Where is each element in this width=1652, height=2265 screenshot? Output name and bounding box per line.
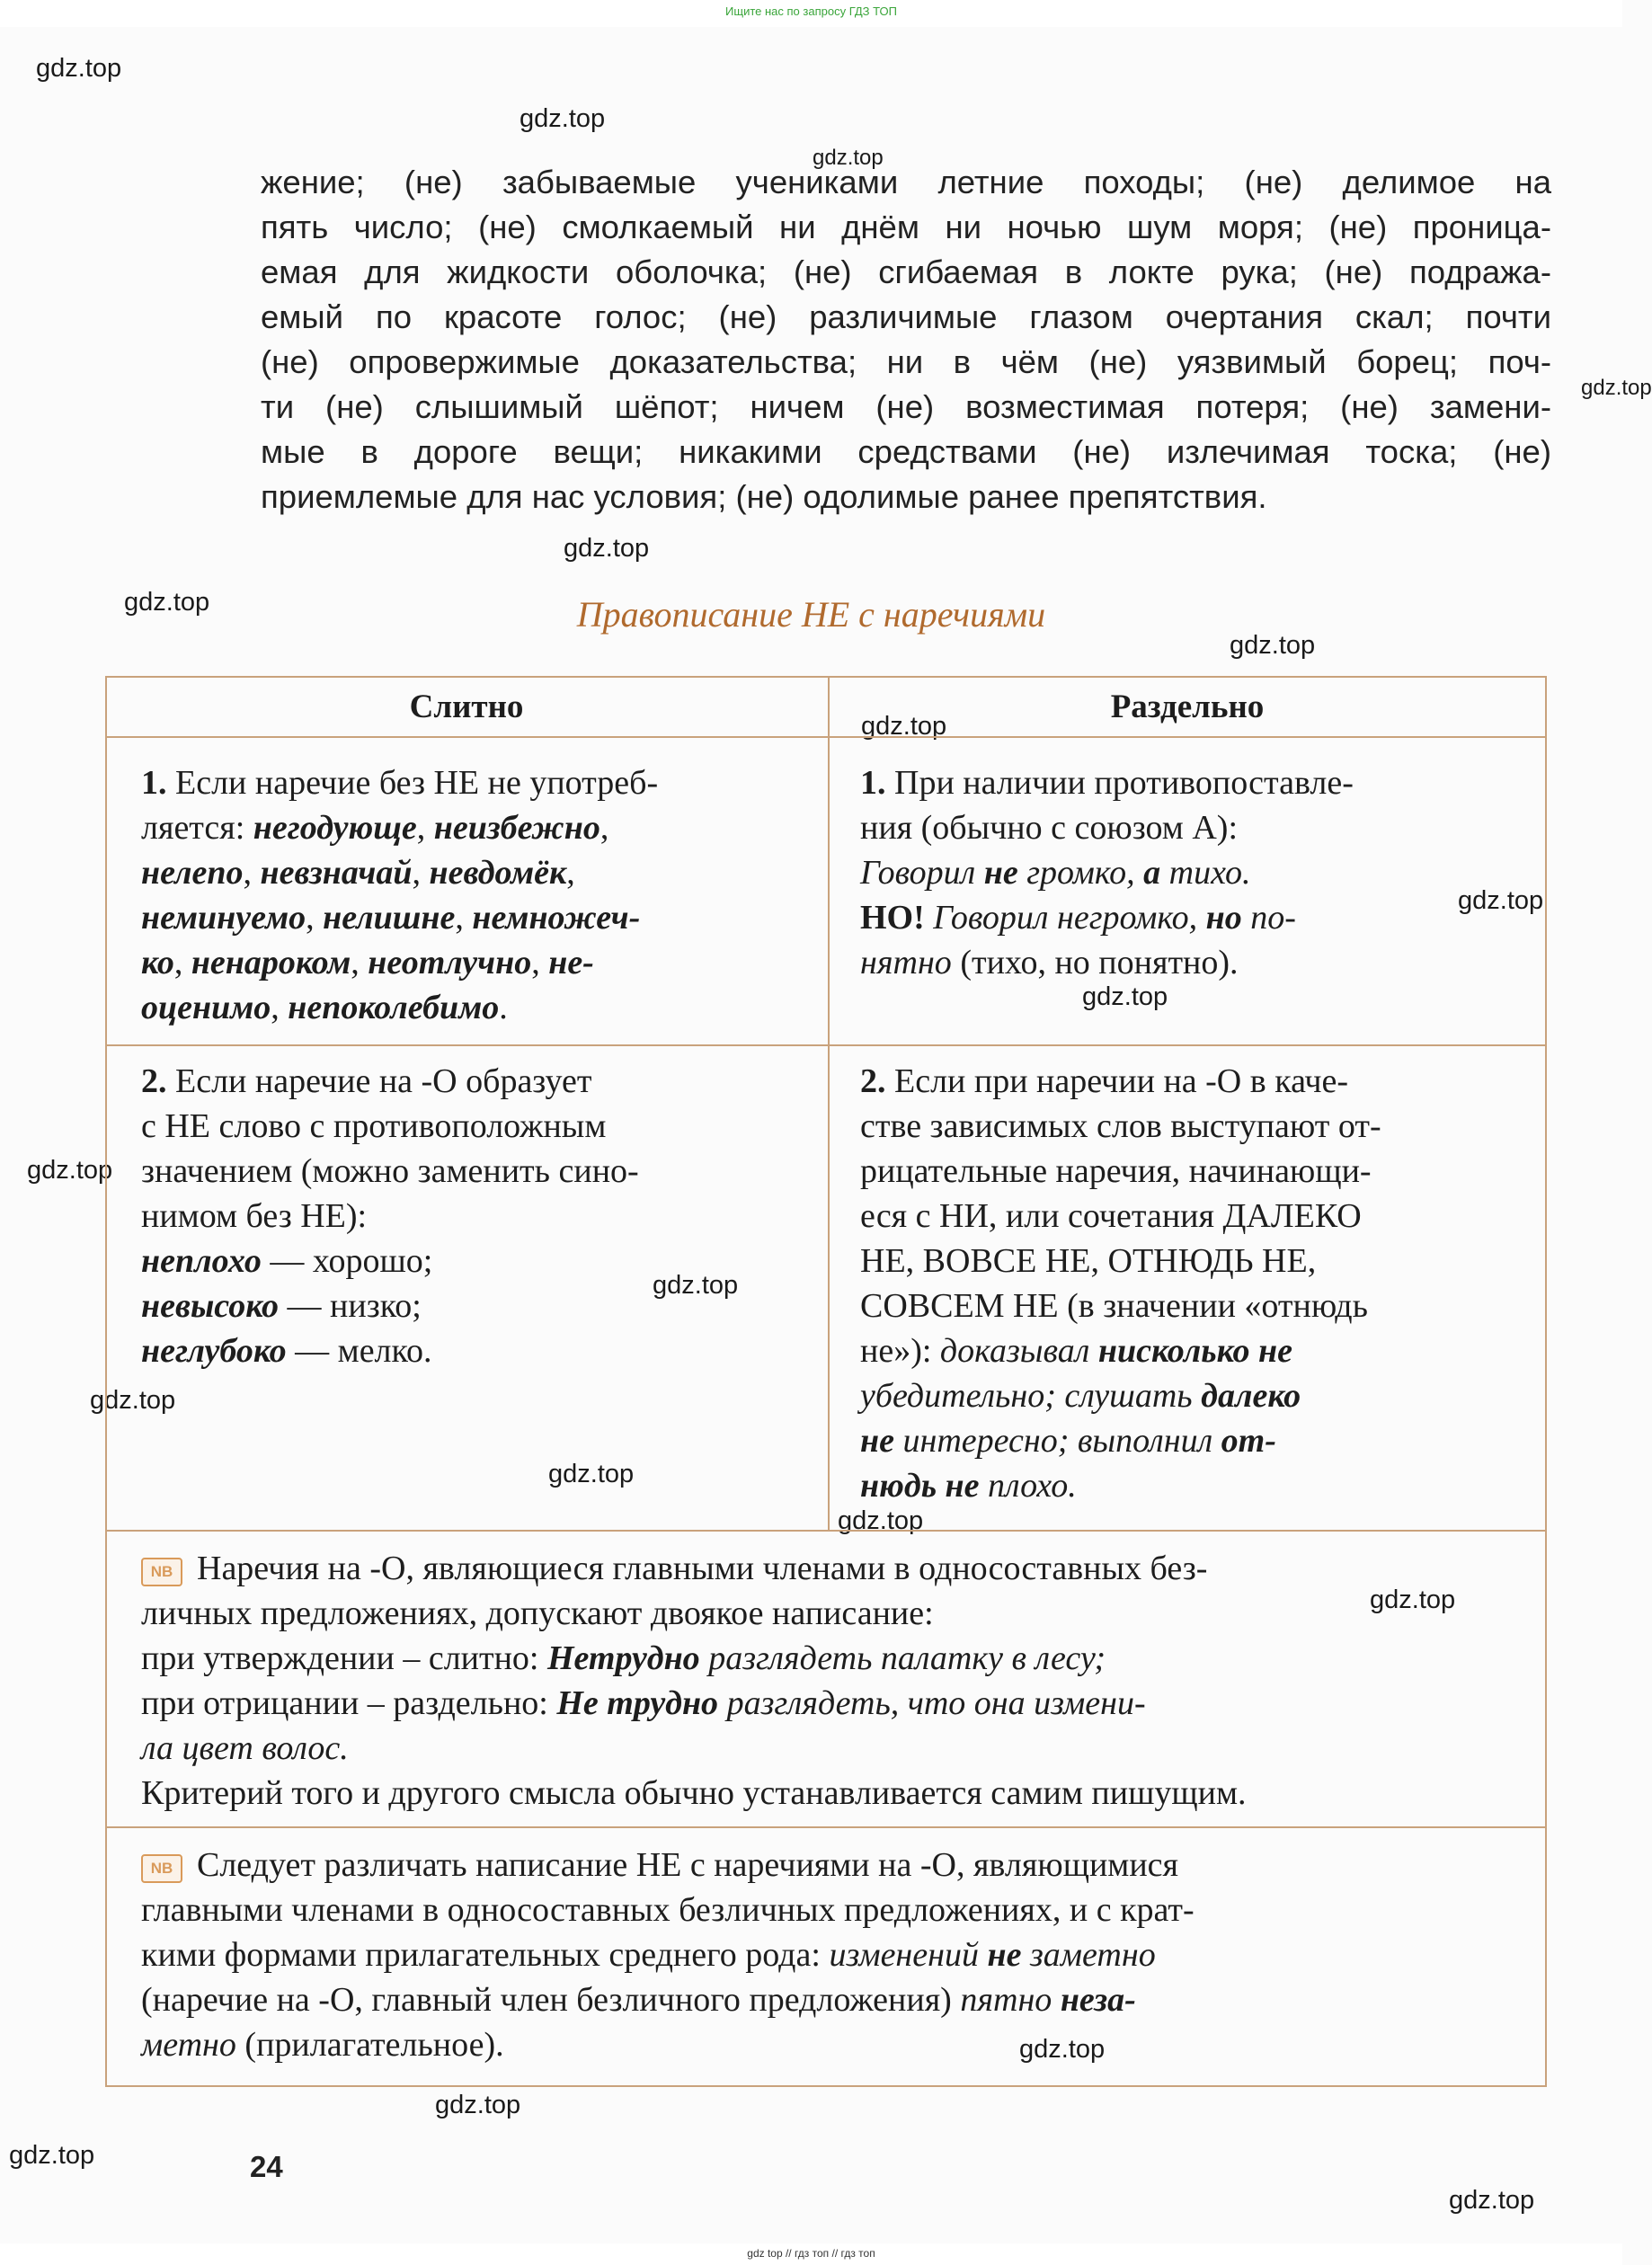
watermark: gdz.top [564, 534, 650, 563]
note-text: Наречия на -О, являющиеся главными членами в односоставных без- [197, 1550, 1208, 1587]
example-text: нятно [860, 944, 952, 982]
row-divider [107, 1826, 1545, 1828]
rule-text: СОВСЕМ НЕ (в значении «отнюдь [860, 1287, 1368, 1325]
example-word: ко [141, 944, 174, 982]
note-block-2 [141, 1843, 1195, 2067]
rule-text: Если при наречии на -О в каче- [894, 1062, 1349, 1100]
column-header-right: Раздельно [1110, 688, 1265, 725]
example-text: тихо. [1168, 854, 1251, 892]
rule-text: НЕ, ВОВСЕ НЕ, ОТНЮДЬ НЕ, [860, 1242, 1317, 1280]
text-line: пять число; (не) смолкаемый ни днём ни ночью шум моря; (не) проница- [261, 209, 1551, 245]
column-divider [828, 678, 830, 1530]
watermark: gdz.top [813, 146, 884, 170]
column-header-left: Слитно [409, 688, 524, 725]
example-word: не [860, 1422, 894, 1460]
example-text: метно [141, 2026, 236, 2064]
note-text: Критерий того и другого смысла обычно устанавливается самим пишущим. [141, 1774, 1247, 1812]
rule-text: — хорошо; [270, 1242, 433, 1280]
example-text: разглядеть палатку в лесу; [708, 1639, 1106, 1677]
example-word: Нетрудно [547, 1639, 700, 1677]
note-text: кими формами прилагательных среднего рода: [141, 1936, 821, 1974]
bottom-banner: gdz top // гдз топ // гдз топ [0, 2243, 1622, 2265]
example-word: невзначай [260, 854, 413, 892]
rule-text: (тихо, но понятно). [960, 944, 1239, 982]
example-text: Говорил [860, 854, 976, 892]
example-text: пятно [960, 1981, 1052, 2019]
rule-1-separate [860, 760, 1354, 985]
text-line: емая для жидкости оболочка; (не) сгибаемая в локте рука; (не) подража- [261, 253, 1551, 290]
watermark: gdz.top [653, 1271, 739, 1300]
rule-2-separate [860, 1059, 1381, 1508]
example-word: далеко [1201, 1377, 1301, 1415]
rule-text: рицательные наречия, начинающи- [860, 1152, 1372, 1190]
example-text: разглядеть, что она измени- [726, 1684, 1146, 1722]
exercise-text [261, 160, 1551, 520]
rule-text: Если наречие без НЕ не употреб- [175, 764, 659, 802]
example-word: неглубоко [141, 1332, 287, 1370]
watermark: gdz.top [9, 2141, 95, 2170]
note-text: при отрицании – раздельно: [141, 1684, 548, 1722]
example-word: неплохо [141, 1242, 262, 1280]
example-word: негодующе [253, 809, 417, 847]
nb-icon: NB [141, 1558, 182, 1586]
text-line: мые в дороге вещи; никакими средствами (не) излечимая тоска; (не) [261, 433, 1551, 470]
watermark: gdz.top [124, 588, 210, 617]
rule-2-joined [141, 1059, 639, 1373]
example-word: невысоко [141, 1287, 280, 1325]
example-word: невдомёк [429, 854, 567, 892]
rule-text: нимом без НЕ): [141, 1197, 368, 1235]
section-title: Правописание НЕ с наречиями [576, 594, 1046, 635]
example-word: нисколько не [1097, 1332, 1292, 1370]
rule-text: При наличии противопоставле- [894, 764, 1354, 802]
example-word: от- [1221, 1422, 1276, 1460]
watermark: gdz.top [838, 1506, 924, 1535]
note-block-1 [141, 1546, 1247, 1816]
rule-text: не»): [860, 1332, 932, 1370]
example-text: доказывал [939, 1332, 1090, 1370]
rule-number: 1. [141, 764, 167, 802]
row-divider [107, 1044, 1545, 1046]
example-word: оценимо [141, 989, 271, 1026]
example-text: ла цвет волос. [141, 1729, 349, 1767]
example-word: не [987, 1936, 1022, 1974]
rule-text: значением (можно заменить сино- [141, 1152, 639, 1190]
example-text: убедительно; [860, 1377, 1056, 1415]
example-text: Говорил негромко, [933, 899, 1198, 937]
example-word: нелишне [323, 899, 456, 937]
watermark: gdz.top [435, 2091, 521, 2119]
example-word: нюдь не [860, 1467, 980, 1505]
example-text: плохо. [988, 1467, 1077, 1505]
top-banner: Ищите нас по запросу ГДЗ ТОП [0, 0, 1622, 27]
watermark: gdz.top [90, 1386, 176, 1415]
watermark: gdz.top [1370, 1586, 1456, 1614]
rules-table [105, 676, 1547, 2087]
watermark: gdz.top [548, 1460, 635, 1488]
rule-number: 2. [860, 1062, 886, 1100]
text-line: (не) опровержимые доказательства; ни в чём (не) уязвимый борец; поч- [261, 343, 1551, 380]
note-text: при утверждении – слитно: [141, 1639, 539, 1677]
text-line: жение; (не) забываемые учениками летние походы; (не) делимое на [261, 164, 1551, 200]
watermark: gdz.top [1019, 2035, 1106, 2064]
note-text: Следует различать написание НЕ с наречиями на -О, являющимися [197, 1846, 1179, 1884]
nb-icon: NB [141, 1854, 182, 1883]
note-text: (наречие на -О, главный член безличного предложения) [141, 1981, 952, 2019]
watermark: gdz.top [1449, 2186, 1535, 2215]
rule-text: — низко; [287, 1287, 422, 1325]
example-text: по- [1250, 899, 1296, 937]
watermark: gdz.top [36, 54, 122, 83]
example-word: а [1143, 854, 1161, 892]
rule-text: стве зависимых слов выступают от- [860, 1107, 1381, 1145]
emphasis-label: НО! [860, 899, 925, 937]
example-word: немножеч- [472, 899, 641, 937]
watermark: gdz.top [1082, 982, 1168, 1011]
rule-number: 1. [860, 764, 886, 802]
example-word: неизбежно [433, 809, 600, 847]
rule-text: — мелко. [295, 1332, 432, 1370]
page-number: 24 [250, 2150, 283, 2183]
text-line: емый по красоте голос; (не) различимые глазом очертания скал; почти [261, 298, 1551, 335]
text-line: приемлемые для нас условия; (не) одолимые ранее препятствия. [261, 478, 1267, 515]
note-text: (прилагательное). [244, 2026, 504, 2064]
watermark: gdz.top [27, 1156, 113, 1185]
rule-text: Если наречие на -О образует [175, 1062, 592, 1100]
rule-text: ния (обычно с союзом А): [860, 809, 1239, 847]
example-word: но [1205, 899, 1242, 937]
example-word: неминуемо [141, 899, 306, 937]
text-line: ти (не) слышимый шёпот; ничем (не) возместимая потеря; (не) замени- [261, 388, 1551, 425]
watermark: gdz.top [1581, 376, 1652, 400]
example-text: заметно [1029, 1936, 1156, 1974]
example-word: нелепо [141, 854, 244, 892]
watermark: gdz.top [1230, 631, 1316, 660]
rule-text: еся с НИ, или сочетания ДАЛЕКО [860, 1197, 1362, 1235]
row-divider [107, 1530, 1545, 1532]
note-text: личных предложениях, допускают двоякое написание: [141, 1594, 934, 1632]
example-text: изменений [829, 1936, 980, 1974]
watermark: gdz.top [861, 712, 947, 741]
rule-text: с НЕ слово с противоположным [141, 1107, 607, 1145]
example-word: не- [548, 944, 594, 982]
example-text: интересно; [902, 1422, 1070, 1460]
example-word: ненароком [191, 944, 351, 982]
row-divider [107, 736, 1545, 738]
example-word: Не трудно [556, 1684, 719, 1722]
example-word: не [983, 854, 1018, 892]
watermark: gdz.top [520, 104, 606, 133]
example-text: слушать [1064, 1377, 1193, 1415]
rule-number: 2. [141, 1062, 167, 1100]
example-text: громко, [1026, 854, 1135, 892]
watermark: gdz.top [1458, 886, 1544, 915]
example-word: непоколебимо [288, 989, 500, 1026]
example-word: неза- [1060, 1981, 1136, 2019]
rule-1-joined: 1. Если наречие без НЕ не употреб- ляется: негодующе, неизбежно, нелепо, невзначай, невдомёк, неминуемо, нелишне, немножеч- ко, ненароком, неотлучно, не- оценимо, непоколебимо. [141, 764, 659, 1026]
example-word: неотлучно [368, 944, 532, 982]
note-text: главными членами в односоставных безличных предложениях, и с крат- [141, 1891, 1195, 1929]
example-text: выполнил [1077, 1422, 1213, 1460]
rule-text: ляется: [141, 809, 245, 847]
